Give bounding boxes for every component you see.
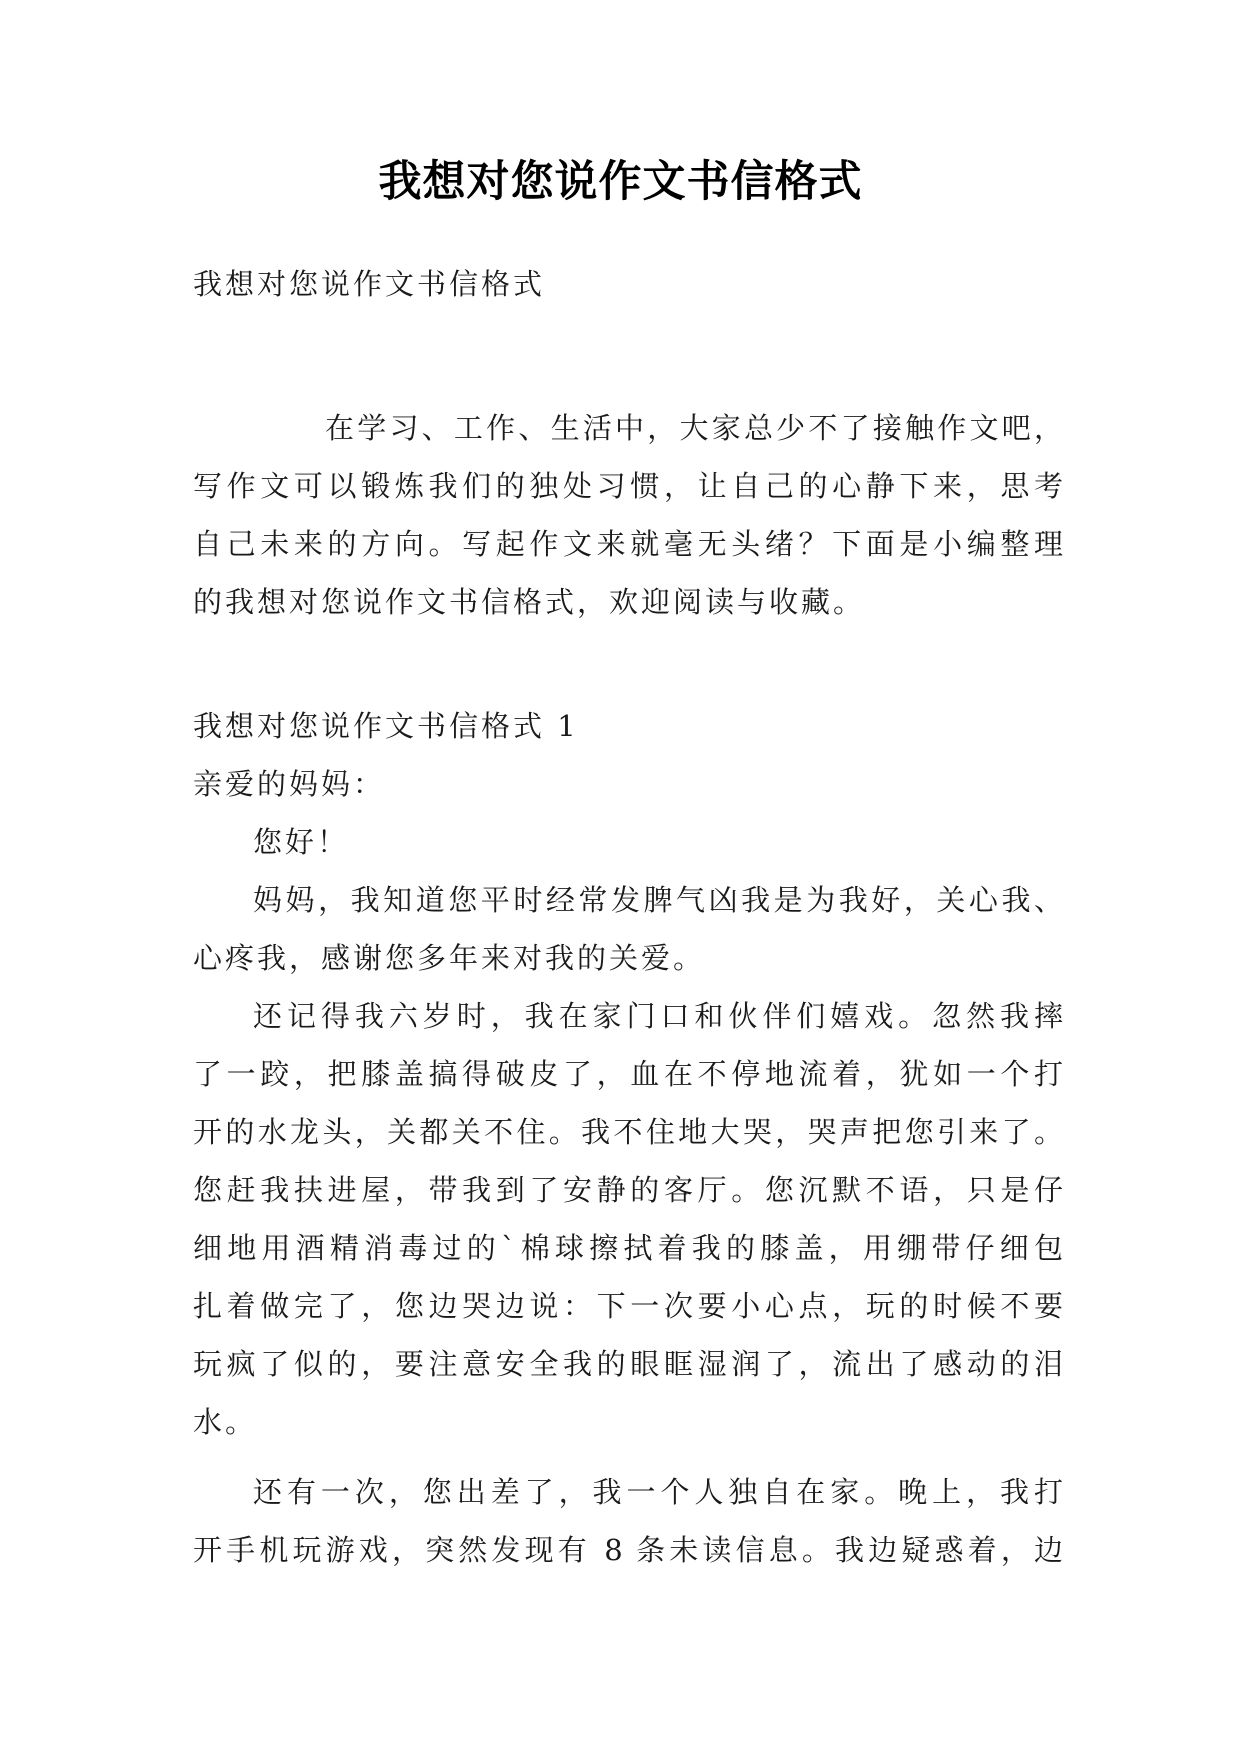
intro-line: 的我想对您说作文书信格式，欢迎阅读与收藏。 (193, 585, 866, 619)
intro-line: 写作文可以锻炼我们的独处习惯，让自己的心静下来，思考 (193, 469, 1063, 503)
letter-greeting: 您好！ (253, 825, 350, 859)
document-subtitle: 我想对您说作文书信格式 (193, 267, 546, 301)
paragraph-line: 水。 (193, 1405, 258, 1439)
document-title: 我想对您说作文书信格式 (378, 157, 863, 207)
intro-line: 自己未来的方向。写起作文来就毫无头绪？下面是小编整理 (193, 527, 1063, 561)
paragraph-line: 心疼我，感谢您多年来对我的关爱。 (193, 941, 706, 975)
paragraph-line: 还有一次，您出差了，我一个人独自在家。晚上，我打 (253, 1475, 1063, 1509)
paragraph-line: 扎着做完了，您边哭边说：下一次要小心点，玩的时候不要 (193, 1289, 1063, 1323)
paragraph-line: 开的水龙头，关都关不住。我不住地大哭，哭声把您引来了。 (193, 1115, 1063, 1149)
paragraph-line: 还记得我六岁时，我在家门口和伙伴们嬉戏。忽然我摔 (253, 999, 1063, 1033)
letter-salutation: 亲爱的妈妈： (193, 767, 386, 801)
paragraph-line: 开手机玩游戏，突然发现有 8 条未读信息。我边疑惑着，边 (193, 1533, 1063, 1567)
paragraph-line: 妈妈，我知道您平时经常发脾气凶我是为我好，关心我、 (253, 883, 1063, 917)
paragraph-line: 玩疯了似的，要注意安全我的眼眶湿润了，流出了感动的泪 (193, 1347, 1063, 1381)
paragraph-line: 了一跤，把膝盖搞得破皮了，血在不停地流着，犹如一个打 (193, 1057, 1063, 1091)
intro-line: 在学习、工作、生活中，大家总少不了接触作文吧， (325, 411, 1063, 445)
section-heading: 我想对您说作文书信格式 1 (193, 709, 579, 743)
paragraph-line: 细地用酒精消毒过的`棉球擦拭着我的膝盖，用绷带仔细包 (193, 1231, 1063, 1265)
paragraph-line: 您赶我扶进屋，带我到了安静的客厅。您沉默不语，只是仔 (193, 1173, 1063, 1207)
